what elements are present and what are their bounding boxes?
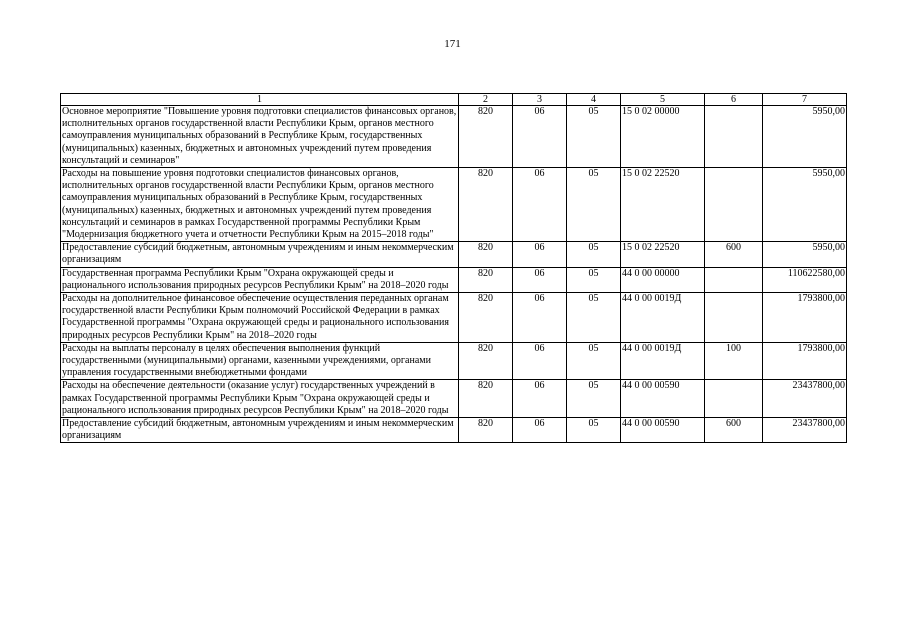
column-header-1: 1 <box>61 94 459 106</box>
row-col-4: 05 <box>567 168 621 242</box>
row-col-5: 44 0 00 00000 <box>621 267 705 292</box>
row-col-4: 05 <box>567 106 621 168</box>
table-row <box>61 106 847 168</box>
row-col-4: 05 <box>567 342 621 380</box>
table-row <box>61 168 847 242</box>
row-col-3: 06 <box>513 106 567 168</box>
row-col-3: 06 <box>513 293 567 343</box>
row-col-4: 05 <box>567 242 621 267</box>
row-description: Предоставление субсидий бюджетным, автономным учреждениям и иным некоммерческим организациям <box>61 418 459 443</box>
row-col-6 <box>705 293 763 343</box>
table-row <box>61 418 847 443</box>
row-col-5: 44 0 00 0019Д <box>621 293 705 343</box>
row-col-2: 820 <box>459 380 513 418</box>
table-row <box>61 267 847 292</box>
row-col-2: 820 <box>459 418 513 443</box>
column-header-4: 4 <box>567 94 621 106</box>
row-amount: 5950,00 <box>763 168 847 242</box>
header-row <box>61 94 847 106</box>
table-row <box>61 242 847 267</box>
row-col-3: 06 <box>513 380 567 418</box>
row-amount: 1793800,00 <box>763 293 847 343</box>
row-col-5: 44 0 00 00590 <box>621 380 705 418</box>
row-col-3: 06 <box>513 418 567 443</box>
row-col-2: 820 <box>459 242 513 267</box>
row-col-5: 15 0 02 22520 <box>621 242 705 267</box>
row-col-4: 05 <box>567 380 621 418</box>
column-header-6: 6 <box>705 94 763 106</box>
row-col-3: 06 <box>513 168 567 242</box>
row-col-2: 820 <box>459 267 513 292</box>
row-col-3: 06 <box>513 267 567 292</box>
row-col-2: 820 <box>459 342 513 380</box>
row-col-2: 820 <box>459 168 513 242</box>
row-col-6: 600 <box>705 418 763 443</box>
row-description: Государственная программа Республики Крым "Охрана окружающей среды и рационального использования природных ресурсов Республики Крым" на 2018–2020 годы <box>61 267 459 292</box>
row-col-4: 05 <box>567 267 621 292</box>
row-amount: 23437800,00 <box>763 418 847 443</box>
column-header-3: 3 <box>513 94 567 106</box>
row-description: Расходы на обеспечение деятельности (оказание услуг) государственных учреждений в рамках Государственной программы Республики Крым "Охрана окружающей среды и рационального использования природных ресурсов Республики Крым" на 2018–2020 годы <box>61 380 459 418</box>
budget-table <box>60 93 847 443</box>
row-description: Расходы на дополнительное финансовое обеспечение осуществления переданных органам государственной власти Республики Крым полномочий Российской Федерации в рамках Государственной программы "Охрана окружающей среды и рационального использования природных ресурсов Республики Крым" на 2018–2020 годы <box>61 293 459 343</box>
row-col-5: 44 0 00 00590 <box>621 418 705 443</box>
row-amount: 110622580,00 <box>763 267 847 292</box>
row-col-6: 100 <box>705 342 763 380</box>
row-amount: 1793800,00 <box>763 342 847 380</box>
row-amount: 5950,00 <box>763 242 847 267</box>
row-col-6: 600 <box>705 242 763 267</box>
table-row <box>61 293 847 343</box>
row-description: Расходы на повышение уровня подготовки специалистов финансовых органов, исполнительных органов государственной власти Республики Крым, органов местного самоуправления муниципальных образований в Республике Крым, государственных (муниципальных) казенных, бюджетных и автономных учреждений путем проведения консультаций и семинаров в рамках Государственной программы Республики Крым "Модернизация бюджетного учета и отчетности Республики Крым на 2015–2018 годы" <box>61 168 459 242</box>
row-col-5: 15 0 02 00000 <box>621 106 705 168</box>
row-description: Расходы на выплаты персоналу в целях обеспечения выполнения функций государственными (муниципальными) органами, казенными учреждениями, органами управления государственными внебюджетными фондами <box>61 342 459 380</box>
row-col-6 <box>705 380 763 418</box>
row-col-6 <box>705 267 763 292</box>
row-col-2: 820 <box>459 293 513 343</box>
row-col-3: 06 <box>513 342 567 380</box>
row-amount: 23437800,00 <box>763 380 847 418</box>
row-col-4: 05 <box>567 293 621 343</box>
row-description: Предоставление субсидий бюджетным, автономным учреждениям и иным некоммерческим организациям <box>61 242 459 267</box>
row-col-6 <box>705 168 763 242</box>
row-col-2: 820 <box>459 106 513 168</box>
row-col-5: 44 0 00 0019Д <box>621 342 705 380</box>
row-description: Основное мероприятие "Повышение уровня подготовки специалистов финансовых органов, исполнительных органов государственной власти Республики Крым, органов местного самоуправления муниципальных образований в Республике Крым, государственных (муниципальных) казенных, бюджетных и автономных учреждений путем проведения консультаций и семинаров" <box>61 106 459 168</box>
row-col-3: 06 <box>513 242 567 267</box>
page-number: 171 <box>444 38 461 50</box>
table-row <box>61 342 847 380</box>
row-col-4: 05 <box>567 418 621 443</box>
row-amount: 5950,00 <box>763 106 847 168</box>
column-header-2: 2 <box>459 94 513 106</box>
table-row <box>61 380 847 418</box>
row-col-6 <box>705 106 763 168</box>
column-header-5: 5 <box>621 94 705 106</box>
row-col-5: 15 0 02 22520 <box>621 168 705 242</box>
column-header-7: 7 <box>763 94 847 106</box>
